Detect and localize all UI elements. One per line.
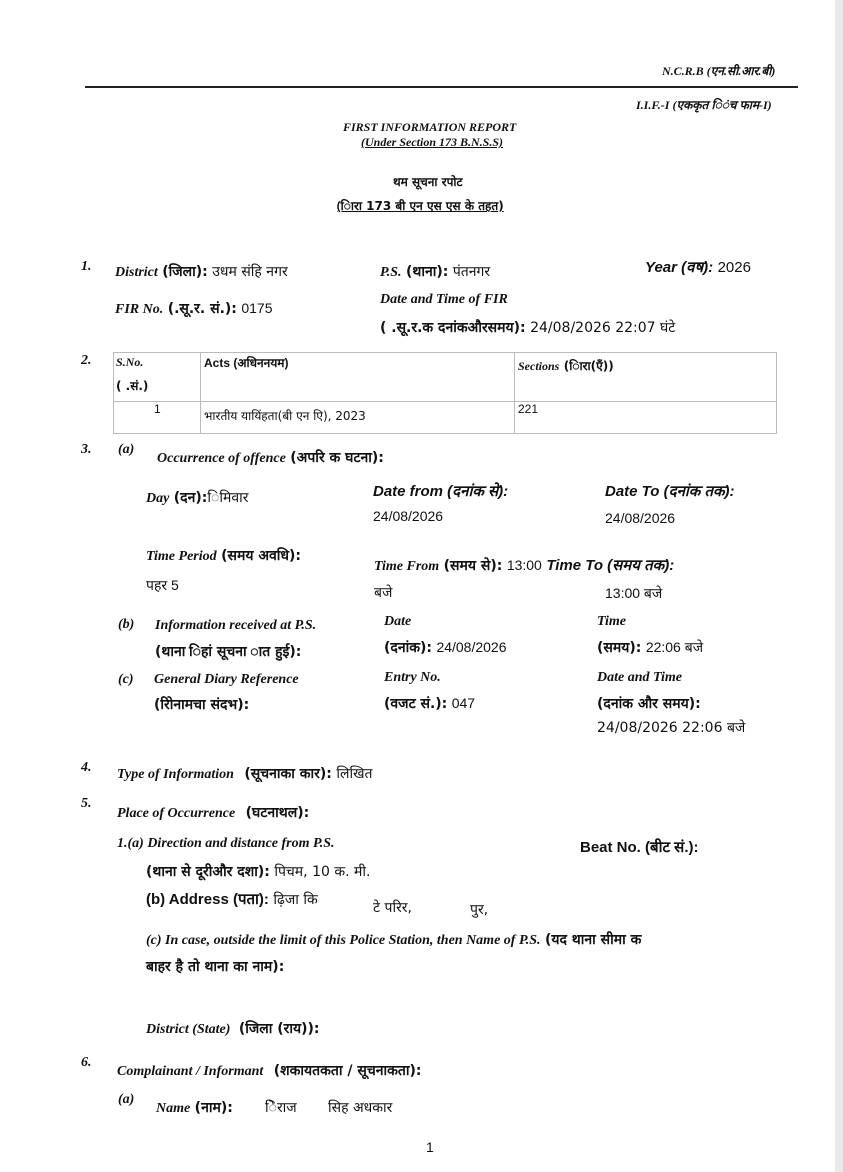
time-to-value: 13:00 बजे bbox=[605, 585, 663, 601]
info-label-hi: (थाना िहां सूचना ात हुई): bbox=[155, 644, 302, 660]
day-row bbox=[146, 488, 248, 507]
outside-label-hi2: बाहर है तो थाना का नाम): bbox=[146, 959, 285, 975]
day-label-hi: (दन): bbox=[173, 490, 208, 506]
name-label: Name bbox=[156, 1101, 191, 1116]
col-sections-hi: (िारा(एँ)) bbox=[563, 359, 614, 373]
fir-row bbox=[115, 299, 273, 318]
col-sections: Sections bbox=[518, 359, 560, 373]
sec5-number: 5. bbox=[81, 796, 92, 811]
gd-label-hi: (रोिनामचा संदभ): bbox=[154, 697, 250, 713]
gd-dt-value: 24/08/2026 22:06 बजे bbox=[597, 720, 746, 736]
time-from-label: Time From bbox=[374, 559, 440, 574]
fir-dt-label: Date and Time of FIR bbox=[380, 292, 508, 307]
period-row bbox=[146, 546, 301, 565]
row-section: 221 bbox=[518, 402, 539, 416]
year-row bbox=[645, 257, 751, 277]
district-row bbox=[115, 262, 288, 281]
occ-label: Occurrence of offence bbox=[157, 451, 286, 466]
address-value-1: ढ़िजा कि bbox=[273, 892, 318, 908]
sec3-number: 3. bbox=[81, 442, 92, 457]
district-label: District bbox=[115, 265, 158, 280]
complainant-label: Complainant / Informant bbox=[117, 1064, 264, 1079]
beat-label: Beat No. (बीट सं.): bbox=[580, 839, 699, 856]
name-label-hi: (नाम): bbox=[194, 1100, 233, 1116]
info-time-value: 22:06 बजे bbox=[645, 639, 704, 655]
sec1-number: 1. bbox=[81, 259, 92, 274]
day-value: िमिवार bbox=[207, 490, 249, 506]
time-from-unit: बजे bbox=[374, 585, 393, 601]
fir-dt-row bbox=[380, 318, 675, 337]
gd-dt-label: Date and Time bbox=[597, 670, 683, 685]
year-value: 2026 bbox=[717, 259, 751, 276]
time-from-label-hi: (समय से): bbox=[443, 558, 503, 574]
ncrb-header: N.C.R.B (एन.सी.आर.बी) bbox=[662, 64, 776, 78]
sec3-b: (b) bbox=[118, 617, 135, 632]
date-to-value: 24/08/2026 bbox=[605, 510, 676, 526]
name-value-2: सिह अधकार bbox=[328, 1100, 393, 1116]
title-en-sub: (Under Section 173 B.N.S.S) bbox=[361, 135, 504, 149]
iif-header: I.I.F.-I (एककृत ि​ंच फाम-I) bbox=[636, 98, 772, 112]
direction-value: पिचम, 10 क. मी. bbox=[274, 864, 371, 880]
fir-value: 0175 bbox=[241, 300, 273, 316]
date-to-label: Date To (दनांक तक): bbox=[605, 483, 735, 500]
ps-label-hi: (थाना): bbox=[406, 264, 449, 280]
gd-dt-label-hi: (दनांक और समय): bbox=[597, 696, 701, 712]
entry-row bbox=[384, 694, 475, 713]
name-value-1: ेिराज bbox=[265, 1100, 297, 1116]
direction-label: 1.(a) Direction and distance from P.S. bbox=[117, 836, 335, 851]
info-date-label-hi: (दनांक): bbox=[384, 640, 432, 656]
row-sno: 1 bbox=[154, 402, 161, 416]
time-from-value: 13:00 bbox=[506, 557, 542, 573]
info-type-row bbox=[117, 764, 373, 783]
info-date-label: Date bbox=[384, 614, 412, 629]
day-label: Day bbox=[146, 491, 170, 506]
direction-label-hi: (थाना से दूरीऔर दशा): bbox=[146, 864, 270, 880]
info-time-label-hi: (समय): bbox=[597, 640, 642, 656]
district-label-hi: (जिला): bbox=[162, 264, 208, 280]
row-act: भारतीय यायिंहता(बी एन एि), 2023 bbox=[204, 409, 366, 423]
acts-table bbox=[113, 352, 777, 434]
place-label: Place of Occurrence bbox=[117, 806, 236, 821]
ps-label: P.S. bbox=[380, 265, 402, 280]
district-state-label-hi: (जिला (राय)): bbox=[238, 1021, 320, 1037]
gd-label: General Diary Reference bbox=[154, 672, 299, 687]
col-sections-wrap bbox=[518, 357, 614, 374]
fir-label: FIR No. bbox=[115, 302, 164, 317]
info-date-row bbox=[384, 638, 507, 657]
sec3-a: (a) bbox=[118, 442, 135, 457]
outside-label: (c) In case, outside the limit of this Police Station, then Name of P.S. bbox=[146, 933, 541, 948]
page-number: 1 bbox=[426, 1139, 434, 1155]
time-from-row bbox=[374, 555, 674, 575]
period-label-hi: (समय अवधि): bbox=[221, 548, 302, 564]
date-from-value: 24/08/2026 bbox=[373, 508, 444, 524]
col-sno: S.No. bbox=[116, 355, 144, 369]
address-row bbox=[146, 889, 318, 909]
sec6-number: 6. bbox=[81, 1055, 92, 1070]
period-value: पहर 5 bbox=[146, 577, 179, 593]
info-date-value: 24/08/2026 bbox=[436, 639, 507, 655]
col-sno-hi: ( .सं.) bbox=[116, 379, 149, 393]
fir-label-hi: (.सू.र. सं.): bbox=[167, 301, 237, 317]
occ-label-hi: (अपरि क घटना): bbox=[290, 450, 384, 466]
place-label-hi: (घटनाथल): bbox=[245, 805, 310, 821]
info-label: Information received at P.S. bbox=[155, 618, 317, 633]
place-row bbox=[117, 803, 309, 822]
col-acts: Acts (अधिननयम) bbox=[204, 356, 289, 370]
sec4-number: 4. bbox=[81, 760, 92, 775]
sec3-c: (c) bbox=[118, 672, 134, 687]
date-from-label: Date from (दनांक से): bbox=[373, 483, 509, 500]
title-hi: थम सूचना रपोट bbox=[393, 175, 463, 189]
entry-value: 047 bbox=[451, 695, 476, 711]
fir-dt-value: 24/08/2026 22:07 घंटे bbox=[530, 320, 676, 336]
address-value-2: टे परिर, bbox=[373, 900, 412, 916]
info-type-value: लिखित bbox=[336, 766, 373, 782]
direction-row bbox=[146, 862, 370, 881]
header-rule bbox=[85, 86, 798, 88]
title-hi-sub: (िारा 173 बी एन एस एस के तहत) bbox=[337, 199, 504, 213]
period-label: Time Period bbox=[146, 549, 217, 564]
sec6-a: (a) bbox=[118, 1092, 135, 1107]
entry-label-hi: (वजट सं.): bbox=[384, 696, 448, 712]
outside-label-hi: (यद थाना सीमा क bbox=[544, 932, 642, 948]
district-state-label: District (State) bbox=[146, 1022, 231, 1037]
info-type-label: Type of Information bbox=[117, 767, 234, 782]
address-label: (b) Address (पता): bbox=[146, 891, 269, 908]
info-time-label: Time bbox=[597, 614, 627, 629]
page-edge bbox=[835, 0, 843, 1172]
district-state-row bbox=[146, 1019, 320, 1038]
entry-label: Entry No. bbox=[384, 670, 441, 685]
name-row bbox=[156, 1098, 233, 1117]
info-type-label-hi: (सूचनाका कार): bbox=[244, 766, 332, 782]
outside-row bbox=[146, 930, 641, 949]
complainant-label-hi: (शकायतकता / सूचनाकता): bbox=[273, 1063, 422, 1079]
district-value: उधम संहि नगर bbox=[212, 264, 288, 280]
ps-value: पंतनगर bbox=[452, 264, 491, 280]
fir-dt-label-hi: ( .सू.र.क दनांकऔरसमय): bbox=[380, 320, 526, 336]
title-en: FIRST INFORMATION REPORT bbox=[343, 120, 517, 134]
occ-row bbox=[157, 448, 384, 467]
sec2-number: 2. bbox=[81, 353, 92, 368]
address-value-3: पुर, bbox=[470, 902, 489, 918]
complainant-row bbox=[117, 1061, 421, 1080]
ps-row bbox=[380, 262, 490, 281]
year-label: Year (वष): bbox=[645, 259, 714, 276]
time-to-label: Time To (समय तक): bbox=[546, 557, 675, 574]
info-time-row bbox=[597, 638, 703, 657]
